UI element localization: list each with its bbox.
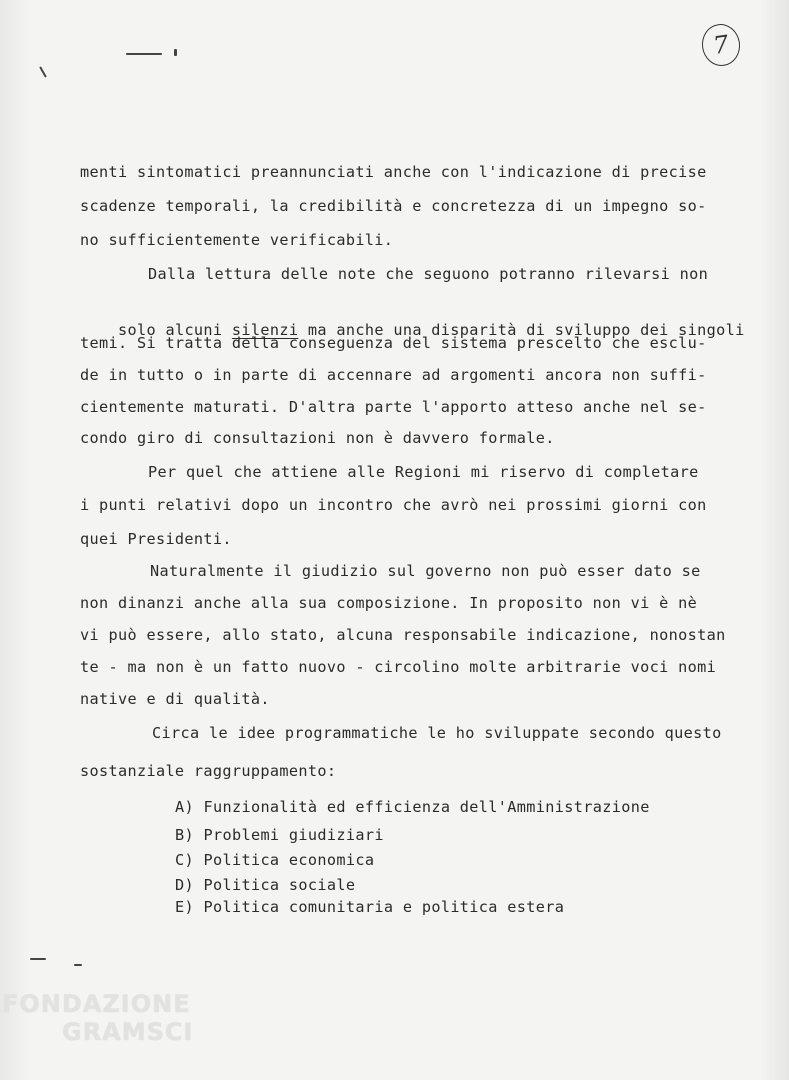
underlined-word: silenzi <box>231 321 299 339</box>
text-line: te - ma non è un fatto nuovo - circolino molte arbitrarie voci nomi <box>80 658 717 676</box>
text-line: de in tutto o in parte di accennare ad argomenti ancora non suffi- <box>80 366 707 384</box>
list-item: D) Politica sociale <box>175 876 356 894</box>
text-line: temi. Si tratta della conseguenza del sistema prescelto che esclu- <box>80 334 707 352</box>
text-line: cientemente maturati. D'altra parte l'apporto atteso anche nel se- <box>80 398 707 416</box>
text-line: i punti relativi dopo un incontro che avrò nei prossimi giorni con <box>80 496 707 514</box>
page-number: 7 <box>699 22 742 69</box>
text-line: menti sintomatici preannunciati anche con l'indicazione di precise <box>80 163 707 181</box>
text-line: no sufficientemente verificabili. <box>80 231 394 249</box>
text-line: Circa le idee programmatiche le ho sviluppate secondo questo <box>152 724 722 742</box>
list-item: E) Politica comunitaria e politica estera <box>175 898 565 916</box>
text-line: Per quel che attiene alle Regioni mi riservo di completare <box>148 463 699 481</box>
list-item: B) Problemi giudiziari <box>175 826 384 844</box>
list-item: C) Politica economica <box>175 851 375 869</box>
text-line: vi può essere, allo stato, alcuna responsabile indicazione, nonostan <box>80 626 726 644</box>
scan-mark <box>126 53 162 55</box>
scan-mark <box>30 958 46 960</box>
list-item: A) Funzionalità ed efficienza dell'Amministrazione <box>175 798 650 816</box>
text-line: native e di qualità. <box>80 690 270 708</box>
watermark <box>2 990 202 1046</box>
scan-mark <box>174 49 177 56</box>
scan-mark <box>74 964 82 966</box>
text-line: non dinanzi anche alla sua composizione. In proposito non vi è nè <box>80 594 698 612</box>
watermark-line: GRAMSCI <box>62 1018 194 1046</box>
watermark-line: FONDAZIONE <box>2 990 191 1018</box>
text-line: scadenze temporali, la credibilità e concretezza di un impegno so- <box>80 197 707 215</box>
text-line: quei Presidenti. <box>80 530 232 548</box>
text-line: Naturalmente il giudizio sul governo non può esser dato se <box>150 562 701 580</box>
text-line: Dalla lettura delle note che seguono potranno rilevarsi non <box>148 265 709 283</box>
text-line: condo giro di consultazioni non è davvero formale. <box>80 429 555 447</box>
scan-mark <box>39 66 47 77</box>
text-line: solo alcuni silenzi ma anche una disparità di sviluppo dei singoli <box>117 321 745 339</box>
text-line: sostanziale raggruppamento: <box>80 762 337 780</box>
